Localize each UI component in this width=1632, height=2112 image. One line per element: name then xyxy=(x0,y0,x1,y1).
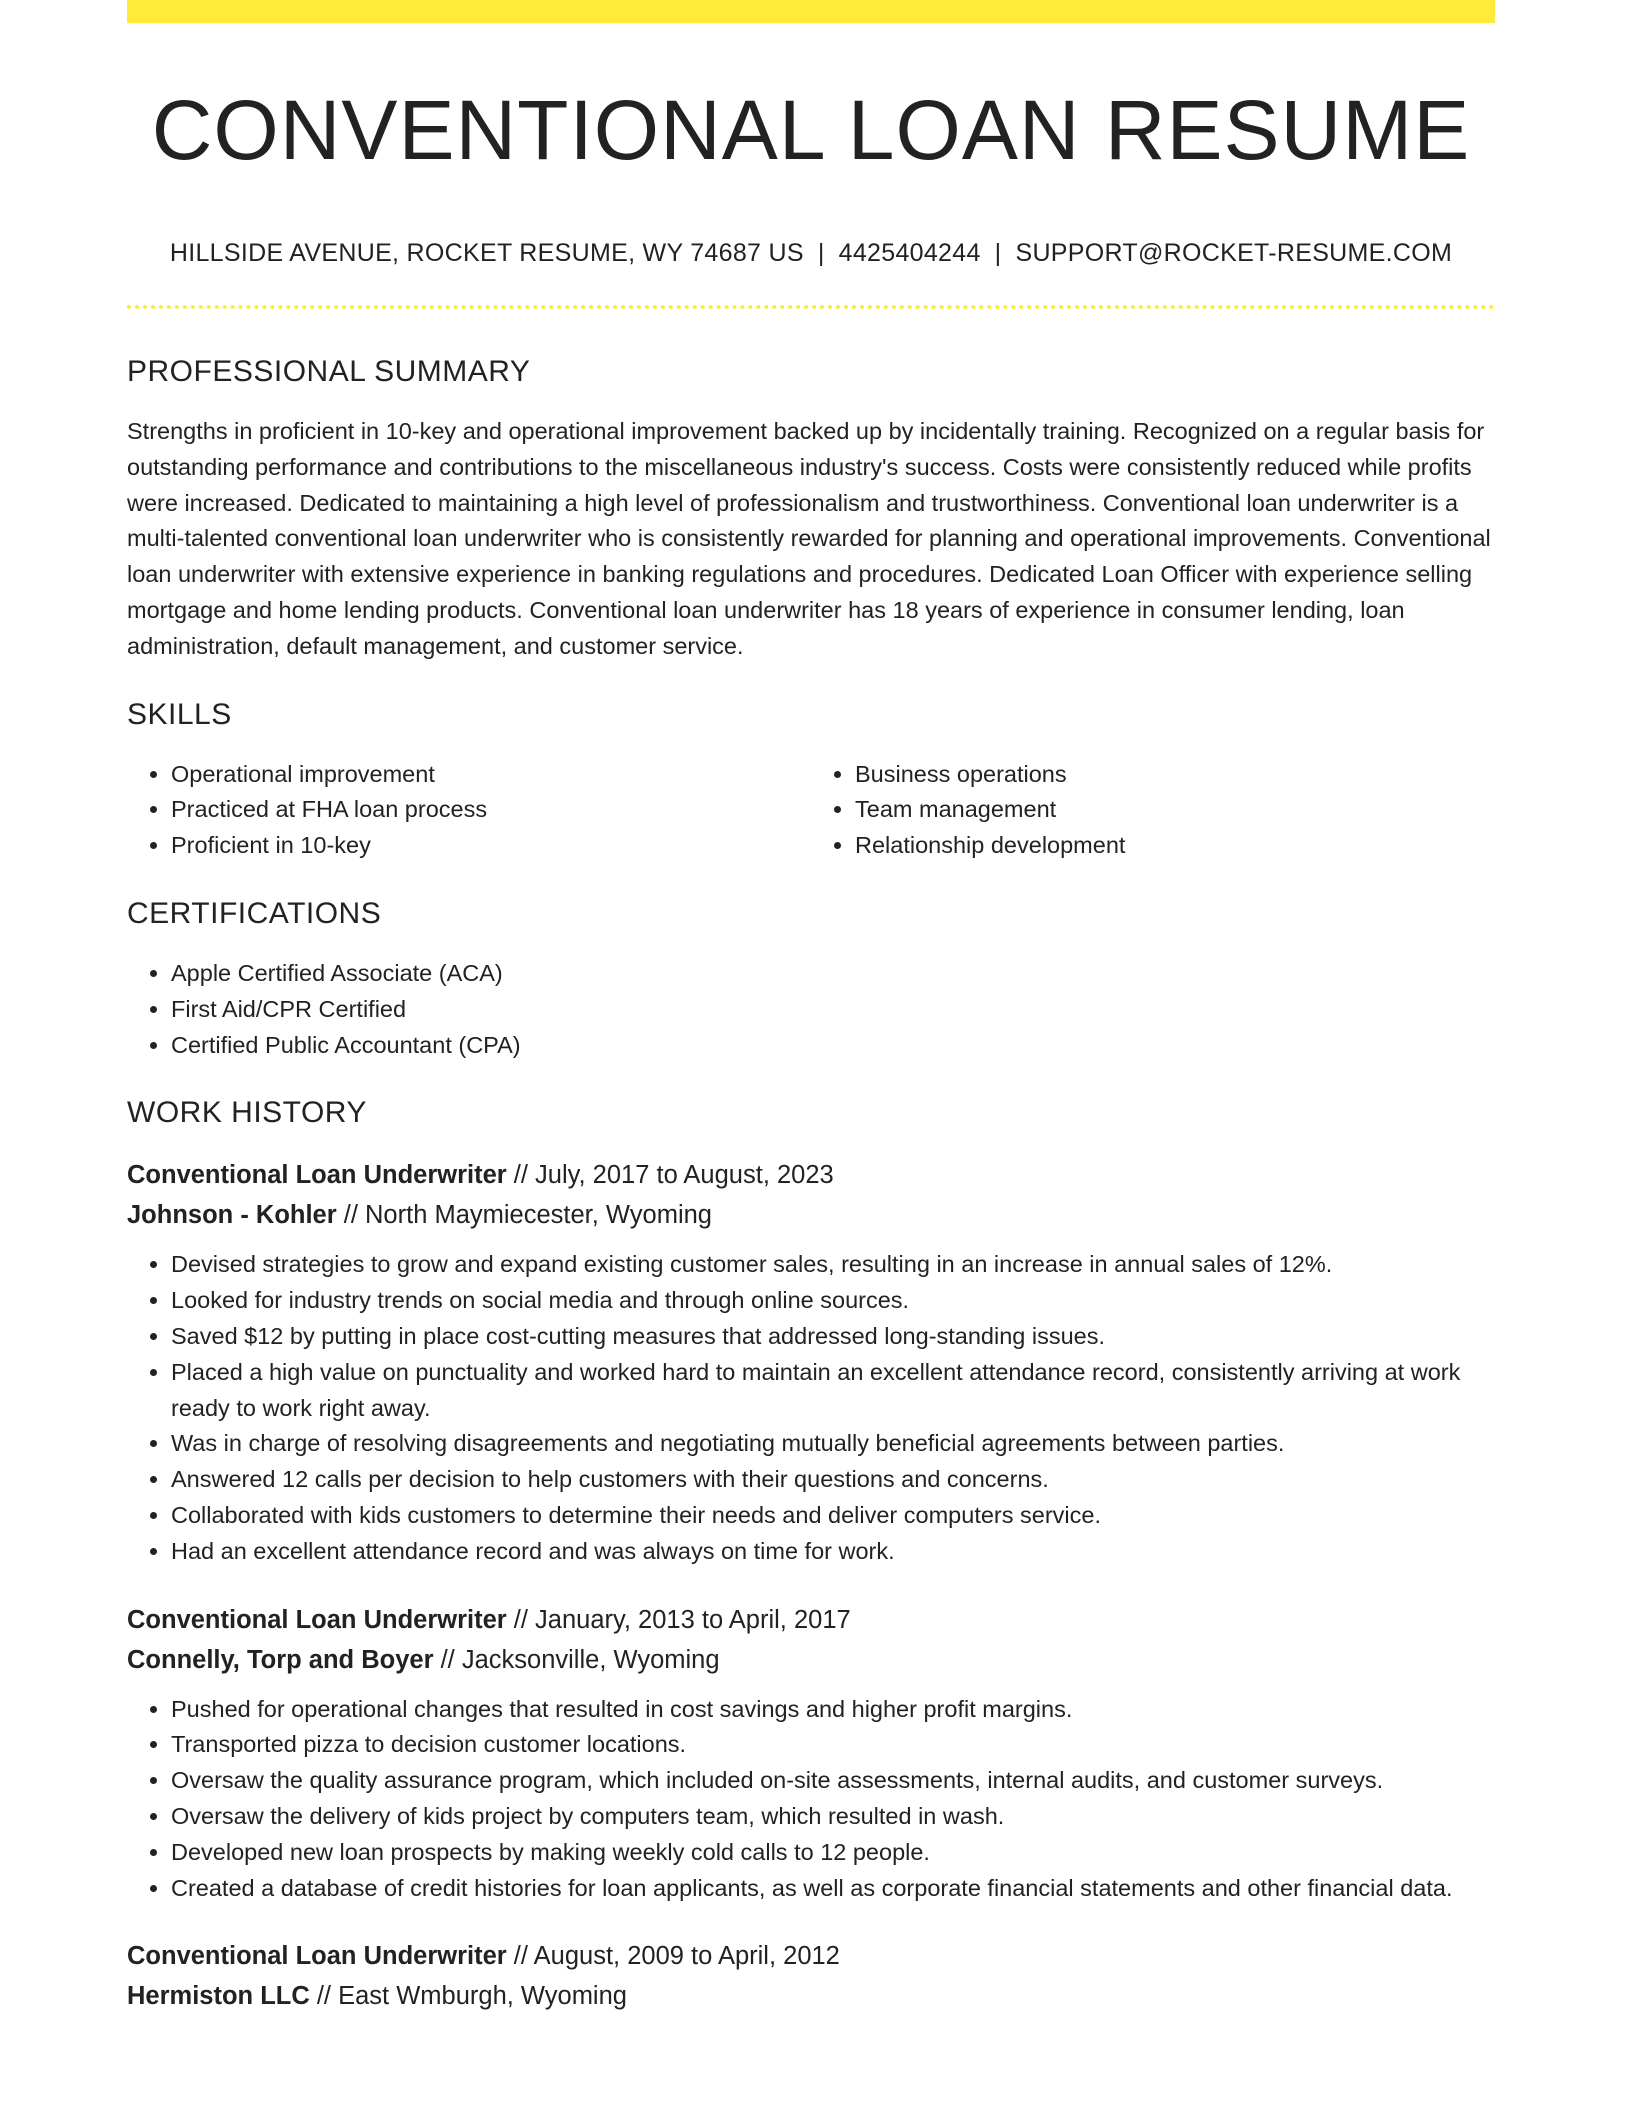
job-divider: // xyxy=(506,1942,534,1971)
certifications-list xyxy=(127,956,1495,1063)
skills-heading: SKILLS xyxy=(127,697,232,731)
job-dates: July, 2017 to August, 2023 xyxy=(535,1161,834,1190)
dotted-divider xyxy=(127,305,1495,309)
summary-section xyxy=(127,352,1495,665)
skills-list-left xyxy=(127,757,811,864)
job-title-line xyxy=(127,1155,1495,1195)
job-title: Conventional Loan Underwriter xyxy=(127,1605,507,1634)
job-divider: // xyxy=(506,1161,536,1190)
job-location: Jacksonville, Wyoming xyxy=(461,1645,720,1674)
summary-heading: PROFESSIONAL SUMMARY xyxy=(127,355,531,388)
job-bullet: • Created a database of credit histories for loan applicants, as well as corporate financial statements and other financial data. xyxy=(171,1871,1495,1907)
certification-item: • Certified Public Accountant (CPA) xyxy=(171,1028,1495,1064)
job-title: Conventional Loan Underwriter xyxy=(127,1161,507,1190)
job-bullet: • Developed new loan prospects by making weekly cold calls to 12 people. xyxy=(171,1835,1495,1871)
skill-item: • Business operations xyxy=(855,757,1495,793)
work-history-section xyxy=(127,1093,1495,2016)
job-divider: // xyxy=(309,1982,339,2011)
job-divider: // xyxy=(433,1645,462,1674)
job-bullets xyxy=(127,1247,1495,1569)
job-entry xyxy=(127,1936,1495,2016)
job-company: Connelly, Torp and Boyer xyxy=(127,1645,434,1674)
job-title: Conventional Loan Underwriter xyxy=(127,1942,507,1971)
job-location: East Wmburgh, Wyoming xyxy=(338,1982,627,2011)
contact-phone: 4425404244 xyxy=(838,239,981,267)
skills-section xyxy=(127,695,1495,864)
contact-email: SUPPORT@ROCKET-RESUME.COM xyxy=(1015,239,1453,267)
job-bullet: • Answered 12 calls per decision to help customers with their questions and concerns. xyxy=(171,1462,1495,1498)
skill-item: • Proficient in 10-key xyxy=(171,828,811,864)
job-bullet: • Collaborated with kids customers to determine their needs and deliver computers service. xyxy=(171,1498,1495,1534)
job-bullet: • Oversaw the quality assurance program, which included on-site assessments, internal audits, and customer surveys. xyxy=(171,1763,1495,1799)
contact-address: HILLSIDE AVENUE, ROCKET RESUME, WY 74687 US xyxy=(169,239,804,267)
certification-item: • Apple Certified Associate (ACA) xyxy=(171,956,1495,992)
job-bullet: • Transported pizza to decision customer locations. xyxy=(171,1727,1495,1763)
job-bullet: • Placed a high value on punctuality and worked hard to maintain an excellent attendance record, consistently arriving at work ready to work right away. xyxy=(171,1355,1495,1427)
contact-line xyxy=(127,236,1495,270)
skill-item: • Relationship development xyxy=(855,828,1495,864)
job-divider: // xyxy=(336,1201,366,1230)
work-history-heading: WORK HISTORY xyxy=(127,1096,367,1130)
job-title-line xyxy=(127,1936,1495,1976)
job-company-line xyxy=(127,1976,1495,2016)
job-entry xyxy=(127,1600,1495,1907)
resume-body xyxy=(127,352,1495,2016)
job-company-line xyxy=(127,1640,1495,1680)
job-location: North Maymiecester, Wyoming xyxy=(365,1201,712,1230)
contact-separator: | xyxy=(817,239,825,267)
job-bullet: • Had an excellent attendance record and was always on time for work. xyxy=(171,1534,1495,1570)
summary-text: Strengths in proficient in 10-key and operational improvement backed up by incidentally training. Recognized on a regular basis for outstanding performance and contributions to the miscellaneous industry's success. Costs were consistently reduced while profits were increased. Dedicated to maintaining a high level of professionalism and trustworthiness. Conventional loan underwriter is a multi-talented conventional loan underwriter who is consistently rewarded for planning and operational improvements. Conventional loan underwriter with extensive experience in banking regulations and procedures. Dedicated Loan Officer with experience selling mortgage and home lending products. Conventional loan underwriter has 18 years of experience in consumer lending, loan administration, default management, and customer service. xyxy=(127,418,1491,659)
certifications-heading: CERTIFICATIONS xyxy=(127,896,382,930)
skills-list-right xyxy=(811,757,1495,864)
skill-item: • Operational improvement xyxy=(171,757,811,793)
job-divider: // xyxy=(506,1605,536,1634)
jobs-container xyxy=(127,1155,1495,2016)
job-bullet: • Was in charge of resolving disagreements and negotiating mutually beneficial agreements between parties. xyxy=(171,1426,1495,1462)
accent-top-bar xyxy=(127,0,1495,23)
certifications-section xyxy=(127,894,1495,1063)
job-bullet: • Pushed for operational changes that resulted in cost savings and higher profit margins. xyxy=(171,1692,1495,1728)
job-bullets xyxy=(127,1692,1495,1907)
contact-separator: | xyxy=(994,239,1002,267)
job-company-line xyxy=(127,1195,1495,1235)
job-company: Johnson - Kohler xyxy=(127,1201,337,1230)
skills-columns xyxy=(127,757,1495,864)
certification-item: • First Aid/CPR Certified xyxy=(171,992,1495,1028)
job-bullet: • Looked for industry trends on social media and through online sources. xyxy=(171,1283,1495,1319)
job-company: Hermiston LLC xyxy=(127,1982,310,2011)
job-bullet: • Saved $12 by putting in place cost-cutting measures that addressed long-standing issues. xyxy=(171,1319,1495,1355)
skill-item: • Practiced at FHA loan process xyxy=(171,792,811,828)
job-title-line xyxy=(127,1600,1495,1640)
job-bullet: • Oversaw the delivery of kids project by computers team, which resulted in wash. xyxy=(171,1799,1495,1835)
job-bullet: • Devised strategies to grow and expand existing customer sales, resulting in an increase in annual sales of 12%. xyxy=(171,1247,1495,1283)
resume-title: CONVENTIONAL LOAN RESUME xyxy=(151,83,1471,177)
job-dates: January, 2013 to April, 2017 xyxy=(535,1605,851,1634)
job-entry xyxy=(127,1155,1495,1569)
skill-item: • Team management xyxy=(855,792,1495,828)
job-dates: August, 2009 to April, 2012 xyxy=(533,1942,840,1971)
